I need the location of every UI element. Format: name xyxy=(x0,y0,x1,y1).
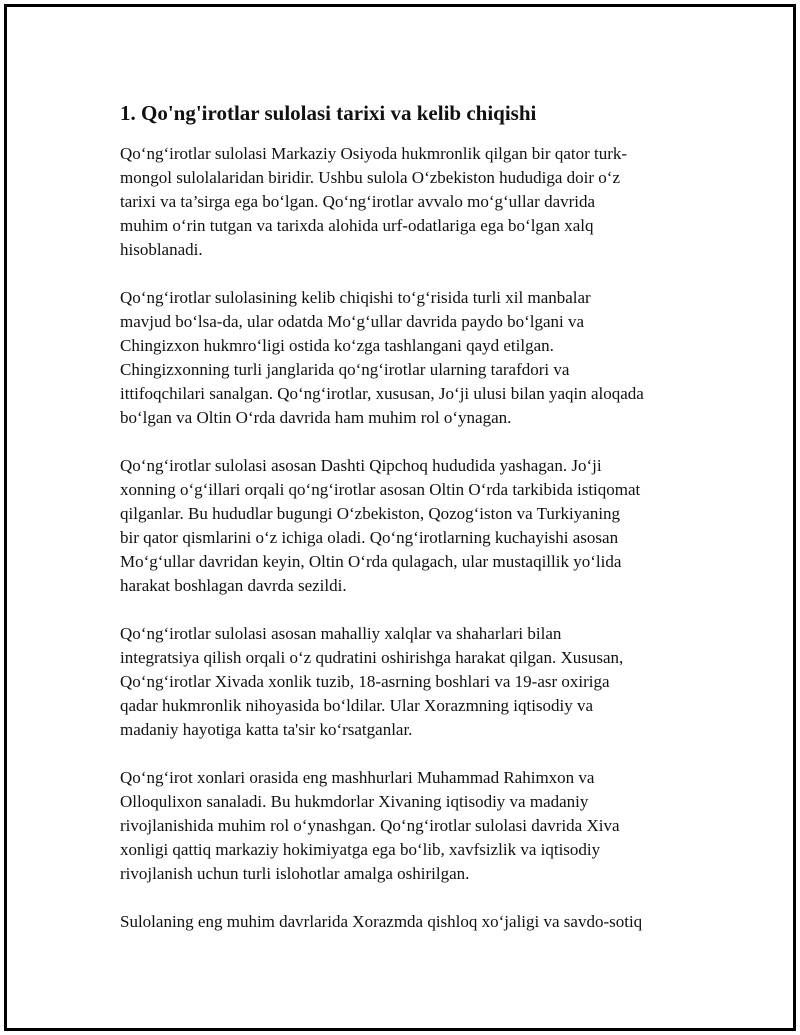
text-line: rivojlanishida muhim rol o‘ynashgan. Qo‘ng‘irotlar sulolasi davrida Xiva xyxy=(120,816,620,835)
text-line: Chingizxon hukmro‘ligi ostida ko‘zga tashlangani qayd etilgan. xyxy=(120,336,554,355)
text-line: Chingizxonning turli janglarida qo‘ng‘irotlar ularning tarafdori va xyxy=(120,360,570,379)
text-line: madaniy hayotiga katta ta'sir ko‘rsatganlar. xyxy=(120,720,413,739)
paragraph-4 xyxy=(120,622,700,742)
text-line: harakat boshlagan davrda sezildi. xyxy=(120,576,347,595)
text-line: Qo‘ng‘irotlar sulolasi Markaziy Osiyoda hukmronlik qilgan bir qator turk- xyxy=(120,144,628,163)
text-line: Qo‘ng‘irotlar sulolasi asosan mahalliy xalqlar va shaharlari bilan xyxy=(120,624,562,643)
text-line: integratsiya qilish orqali o‘z qudratini oshirishga harakat qilgan. Xususan, xyxy=(120,648,624,667)
paragraph-5 xyxy=(120,766,700,886)
text-line: Olloqulixon sanaladi. Bu hukmdorlar Xivaning iqtisodiy va madaniy xyxy=(120,792,589,811)
text-line: Mo‘g‘ullar davridan keyin, Oltin O‘rda qulagach, ular mustaqillik yo‘lida xyxy=(120,552,622,571)
text-line: Qo‘ng‘irotlar sulolasi asosan Dashti Qipchoq hududida yashagan. Jo‘ji xyxy=(120,456,602,475)
text-line: tarixi va ta’sirga ega bo‘lgan. Qo‘ng‘irotlar avvalo mo‘g‘ullar davrida xyxy=(120,192,596,211)
text-line: mavjud bo‘lsa-da, ular odatda Mo‘g‘ullar davrida paydo bo‘lgani va xyxy=(120,312,585,331)
text-line: muhim o‘rin tutgan va tarixda alohida urf-odatlariga ega bo‘lgan xalq xyxy=(120,216,594,235)
paragraph-6 xyxy=(120,910,700,934)
document-body xyxy=(120,99,700,958)
text-line: hisoblanadi. xyxy=(120,240,203,259)
paragraph-2 xyxy=(120,286,700,430)
text-line: rivojlanish uchun turli islohotlar amalga oshirilgan. xyxy=(120,864,470,883)
text-line: bo‘lgan va Oltin O‘rda davrida ham muhim rol o‘ynagan. xyxy=(120,408,512,427)
text-line: xonning o‘g‘illari orqali qo‘ng‘irotlar asosan Oltin O‘rda tarkibida istiqomat xyxy=(120,480,641,499)
paragraph-1 xyxy=(120,142,700,262)
text-line: Qo‘ng‘irotlar sulolasining kelib chiqishi to‘g‘risida turli xil manbalar xyxy=(120,288,591,307)
section-heading: 1. Qo'ng'irotlar sulolasi tarixi va kelib chiqishi xyxy=(120,101,537,125)
text-line: Qo‘ng‘irotlar Xivada xonlik tuzib, 18-asrning boshlari va 19-asr oxiriga xyxy=(120,672,610,691)
text-line: bir qator qismlarini o‘z ichiga oladi. Qo‘ng‘irotlarning kuchayishi asosan xyxy=(120,528,619,547)
text-line: xonligi qattiq markaziy hokimiyatga ega bo‘lib, xavfsizlik va iqtisodiy xyxy=(120,840,601,859)
paragraph-3 xyxy=(120,454,700,598)
text-line: mongol sulolalaridan biridir. Ushbu sulola O‘zbekiston hududiga doir o‘z xyxy=(120,168,621,187)
text-line: qilganlar. Bu hududlar bugungi O‘zbekiston, Qozog‘iston va Turkiyaning xyxy=(120,504,621,523)
text-line: qadar hukmronlik nihoyasida bo‘ldilar. Ular Xorazmning iqtisodiy va xyxy=(120,696,594,715)
text-line: Qo‘ng‘irot xonlari orasida eng mashhurlari Muhammad Rahimxon va xyxy=(120,768,595,787)
text-line: ittifoqchilari sanalgan. Qo‘ng‘irotlar, xususan, Jo‘ji ulusi bilan yaqin aloqada xyxy=(120,384,644,403)
page-frame xyxy=(4,4,796,1031)
text-line: Sulolaning eng muhim davrlarida Xorazmda qishloq xo‘jaligi va savdo-sotiq xyxy=(120,912,643,931)
